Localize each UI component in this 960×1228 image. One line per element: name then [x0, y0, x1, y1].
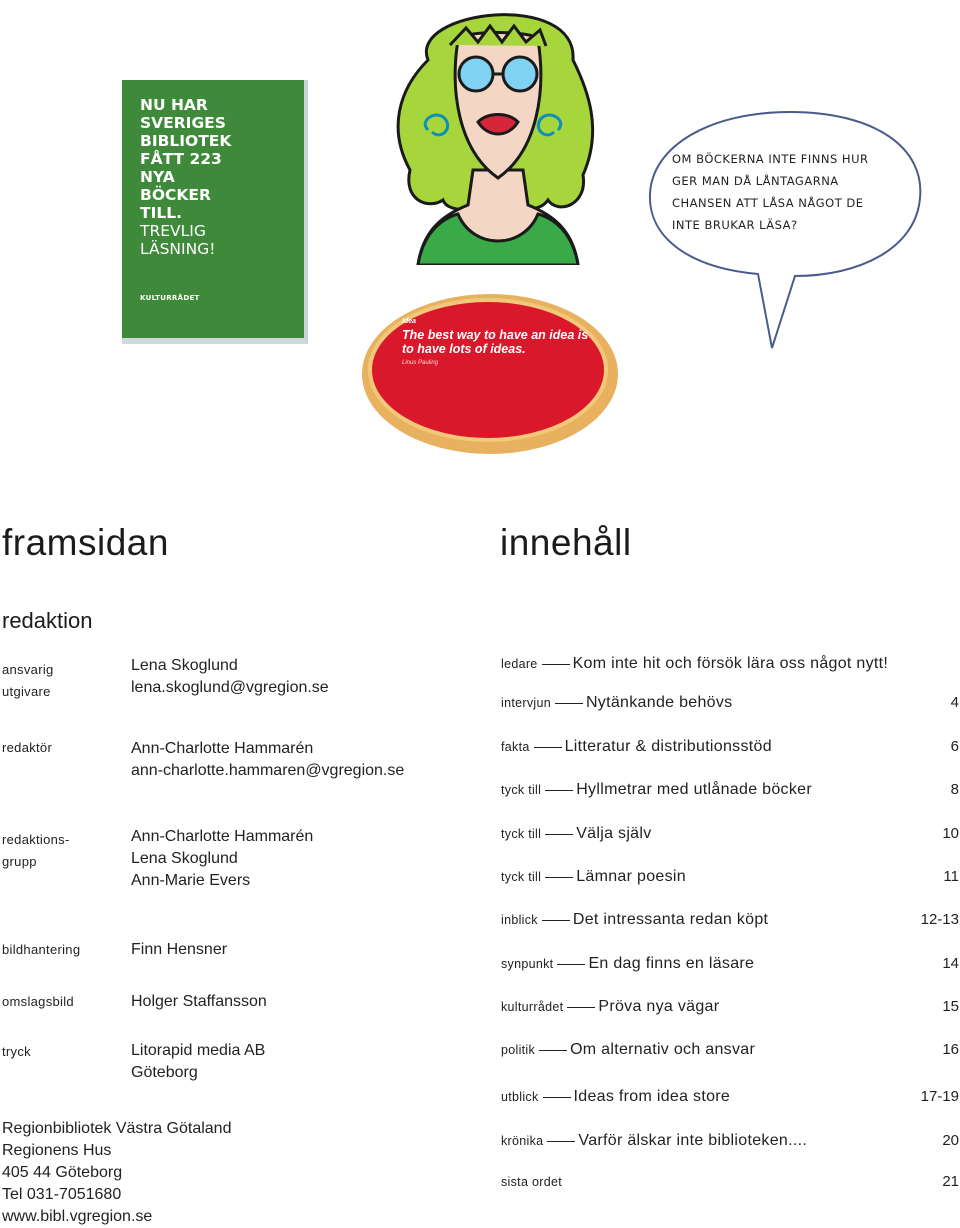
toc-page: 16: [942, 1041, 959, 1058]
address-block: Regionbibliotek Västra Götaland Regionens Hus 405 44 Göteborg Tel 031-7051680 www.bibl.vgregion.se: [2, 1120, 232, 1225]
toc-category: tyck till: [501, 783, 542, 797]
toc-item[interactable]: [501, 1132, 959, 1156]
toc-item[interactable]: [501, 694, 959, 718]
toc-category: sista ordet: [501, 1174, 562, 1189]
toc-title: Det intressanta redan köpt: [572, 911, 769, 928]
toc-category: intervjun: [501, 696, 551, 710]
toc-page: 4: [950, 694, 959, 711]
label-redaktor: redaktör: [2, 740, 53, 755]
value-ansvarig-utgivare: Lena Skoglund lena.skoglund@vgregion.se: [131, 657, 329, 696]
toc-title: En dag finns en läsare: [588, 955, 755, 972]
toc-category: tyck till: [501, 827, 542, 841]
toc-item[interactable]: [501, 1088, 959, 1112]
toc-item[interactable]: [501, 998, 959, 1022]
toc-category: tyck till: [501, 870, 542, 884]
toc-category: kulturrådet: [501, 1000, 564, 1014]
toc-item[interactable]: [501, 911, 959, 935]
toc-page: 12-13: [920, 911, 959, 928]
value-redaktionsgrupp: Ann-Charlotte Hammarén Lena Skoglund Ann-Marie Evers: [131, 828, 314, 889]
toc-category: politik: [501, 1043, 536, 1057]
toc-title: Varför älskar inte biblioteken....: [578, 1132, 808, 1149]
toc-item[interactable]: [501, 825, 959, 849]
cartoon-woman-illustration: [388, 0, 608, 265]
toc-page: 8: [950, 781, 959, 798]
book-cover-text: NU HAR SVERIGES BIBLIOTEK FÅTT 223 NYA BÖCKER TILL. TREVLIG LÄSNING!: [140, 96, 232, 258]
toc-page: 17-19: [920, 1088, 959, 1105]
toc-title: Välja själv: [576, 825, 652, 842]
speech-bubble-text: OM BÖCKERNA INTE FINNS HUR GER MAN DÅ LÅNTAGARNA CHANSEN ATT LÅSA NÅGOT DE INTE BRUKAR LÄSA?: [672, 152, 869, 232]
heading-innehall: innehåll: [500, 522, 632, 563]
toc-title: Lämnar poesin: [576, 868, 686, 885]
label-bildhantering: bildhantering: [2, 942, 81, 957]
value-bildhantering: Finn Hensner: [131, 941, 228, 958]
toc-title: Kom inte hit och försök lära oss något nytt!: [572, 655, 889, 672]
toc-title: Om alternativ och ansvar: [570, 1041, 756, 1058]
value-redaktor: Ann-Charlotte Hammarén ann-charlotte.hammaren@vgregion.se: [131, 740, 405, 779]
toc-title: Pröva nya vägar: [598, 998, 720, 1015]
value-omslagsbild: Holger Staffansson: [131, 993, 267, 1010]
toc-page: 14: [942, 955, 959, 972]
value-tryck: Litorapid media AB Göteborg: [131, 1042, 266, 1081]
toc-page: 15: [942, 998, 959, 1015]
toc-category: fakta: [501, 740, 530, 754]
label-omslagsbild: omslagsbild: [2, 994, 74, 1009]
toc-title: Hyllmetrar med utlånade böcker: [576, 781, 812, 798]
toc-page: 10: [942, 825, 959, 842]
toc-page: 11: [943, 868, 959, 885]
toc-item[interactable]: [501, 655, 959, 679]
toc-category: ledare: [501, 657, 538, 671]
idea-badge-text: Idea The best way to have an idea is to have lots of ideas. Linus Pauling: [402, 318, 589, 366]
toc-item[interactable]: [501, 955, 959, 979]
toc-item[interactable]: [501, 738, 959, 762]
toc-page: 6: [950, 738, 959, 755]
toc-page: 21: [942, 1173, 959, 1190]
idea-badge-illustration: [358, 286, 620, 458]
book-cover-brand: KULTURRÅDET: [140, 294, 200, 302]
toc-category: utblick: [501, 1090, 539, 1104]
label-ansvarig-utgivare: ansvarig utgivare: [2, 662, 54, 699]
toc-title: Ideas from idea store: [573, 1088, 731, 1105]
label-redaktionsgrupp: redaktions- grupp: [2, 832, 70, 869]
toc-title: Litteratur & distributionsstöd: [564, 738, 772, 755]
toc-title: Nytänkande behövs: [585, 694, 733, 711]
toc-page: 20: [942, 1132, 959, 1149]
toc-item[interactable]: [501, 868, 959, 892]
heading-framsidan: framsidan: [2, 522, 169, 563]
toc-category: krönika: [501, 1134, 544, 1148]
label-tryck: tryck: [2, 1044, 31, 1059]
toc-item[interactable]: [501, 1173, 959, 1197]
book-cover-illustration: [122, 80, 308, 346]
toc-category: synpunkt: [501, 957, 554, 971]
toc-category: inblick: [501, 913, 538, 927]
toc-item[interactable]: [501, 1041, 959, 1065]
heading-redaktion: redaktion: [2, 608, 93, 633]
toc-item[interactable]: [501, 781, 959, 805]
